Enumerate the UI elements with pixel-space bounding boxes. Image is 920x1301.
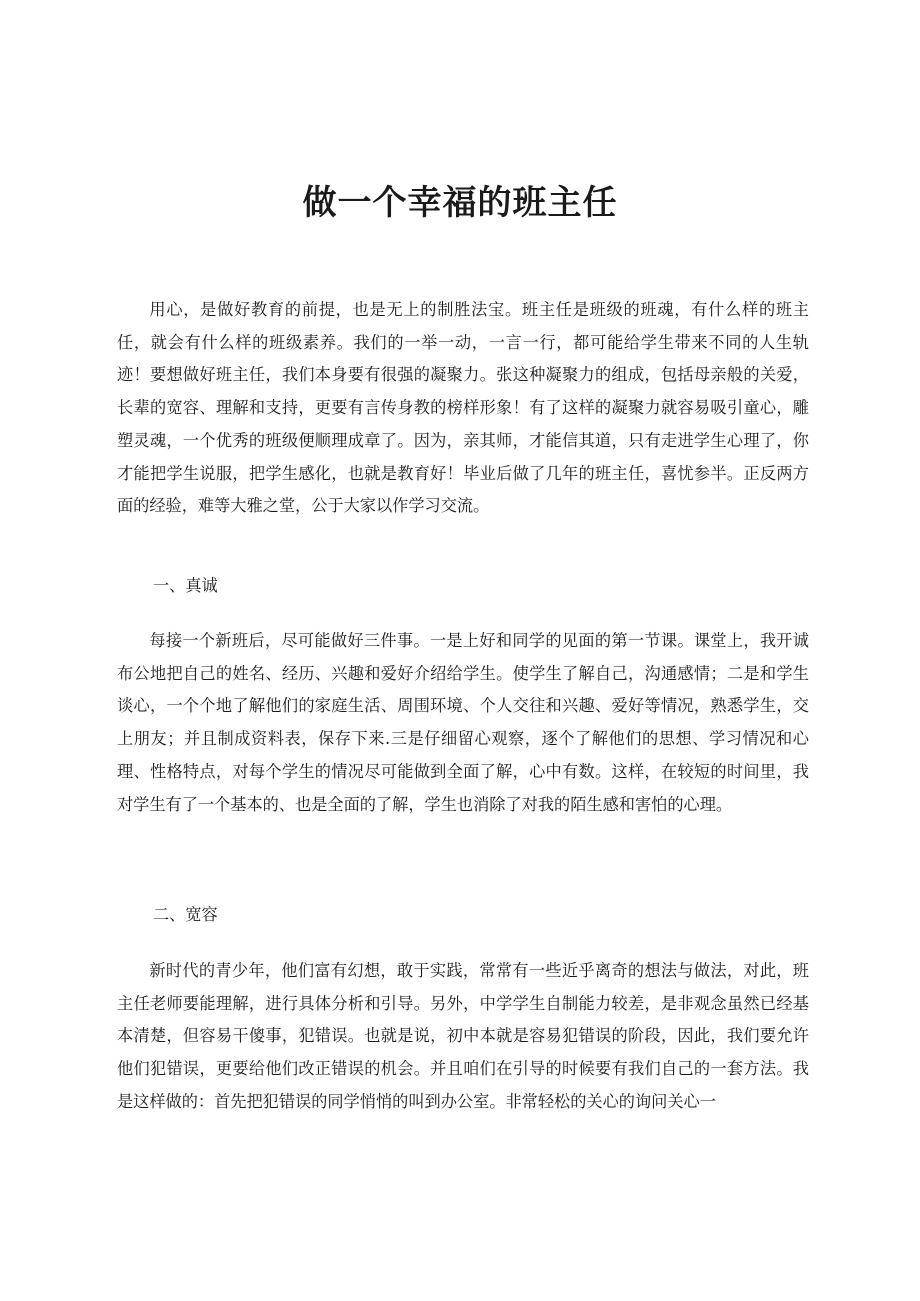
section-heading-tolerance: 二、宽容 (153, 905, 218, 924)
section-paragraph-sincerity: 每接一个新班后，尽可能做好三件事。一是上好和同学的见面的第一节课。课堂上，我开诚布公地把自己的姓名、经历、兴趣和爱好介绍给学生。使学生了解自己，沟通感情；二是和学生谈心，一个个地了解他们的家庭生活、周围环境、个人交往和兴趣、爱好等情况，熟悉学生，交上朋友；并且制成资料表，保存下来.三是仔细留心观察，逐个了解他们的思想、学习情况和心理、性格特点，对每个学生的情况尽可能做到全面了解，心中有数。这样，在较短的时间里，我对学生有了一个基本的、也是全面的了解，学生也消除了对我的陌生感和害怕的心理。 (117, 631, 809, 814)
document-title: 做一个幸福的班主任 (302, 182, 618, 223)
section-heading-sincerity: 一、真诚 (153, 576, 218, 595)
intro-paragraph: 用心，是做好教育的前提，也是无上的制胜法宝。班主任是班级的班魂，有什么样的班主任，就会有什么样的班级素养。我们的一举一动，一言一行，都可能给学生带来不同的人生轨迹！要想做好班主任，我们本身要有很强的凝聚力。张这种凝聚力的组成，包括母亲般的关爱，长辈的宽容、理解和支持，更要有言传身教的榜样形象！有了这样的凝聚力就容易吸引童心，雕塑灵魂，一个优秀的班级便顺理成章了。因为，亲其师，才能信其道，只有走进学生心理了，你才能把学生说服，把学生感化，也就是教育好！毕业后做了几年的班主任，喜忧参半。正反两方面的经验，难等大雅之堂，公于大家以作学习交流。 (117, 300, 809, 516)
section-paragraph-tolerance: 新时代的青少年，他们富有幻想，敢于实践，常常有一些近乎离奇的想法与做法，对此，班主任老师要能理解，进行具体分析和引导。另外，中学学生自制能力较差，是非观念虽然已经基本清楚，但容易干傻事，犯错误。也就是说，初中本就是容易犯错误的阶段，因此，我们要允许他们犯错误，更要给他们改正错误的机会。并且咱们在引导的时候要有我们自己的一套方法。我是这样做的：首先把犯错误的同学悄悄的叫到办公室。非常轻松的关心的询问关心一 (117, 961, 809, 1111)
